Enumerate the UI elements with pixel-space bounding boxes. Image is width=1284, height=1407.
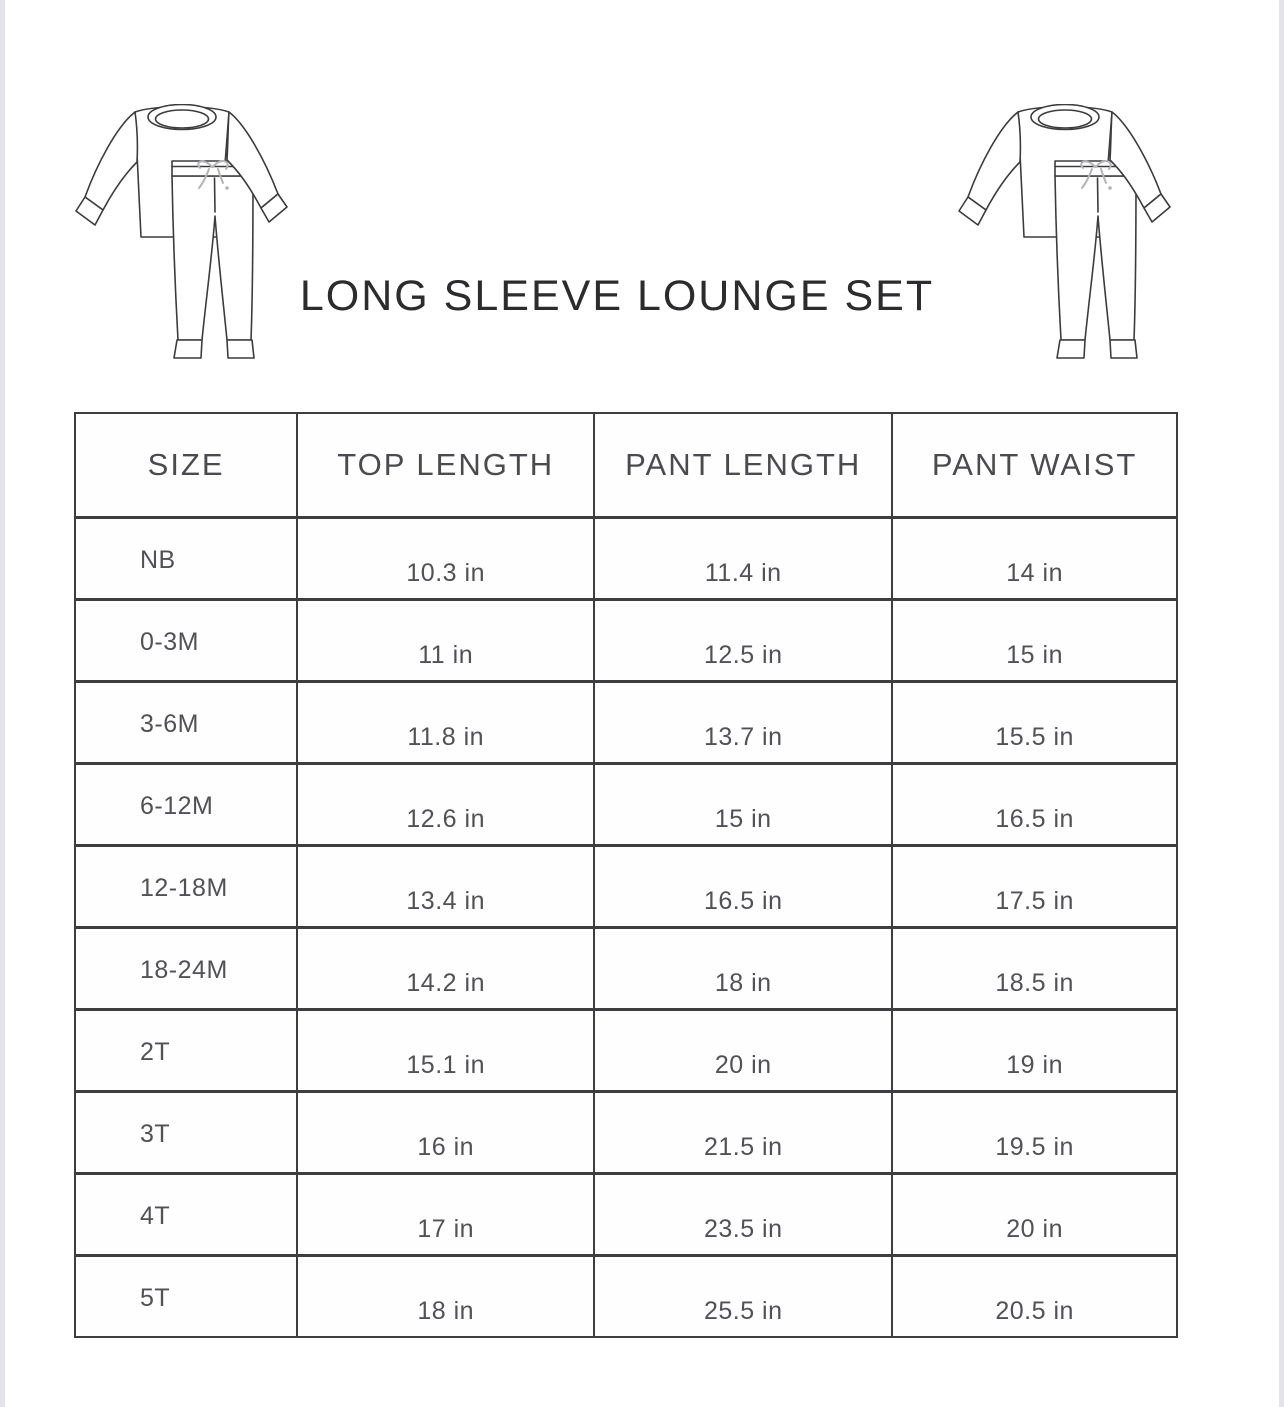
- size-cell: 0-3M: [76, 601, 298, 680]
- table-row: [76, 1254, 1176, 1336]
- pant-length-cell: 16.5 in: [595, 847, 893, 926]
- pajama-set-icon: [75, 104, 289, 362]
- pant-length-cell: 12.5 in: [595, 601, 893, 680]
- pant-length-cell: 21.5 in: [595, 1093, 893, 1172]
- size-cell: 3-6M: [76, 683, 298, 762]
- size-cell: 18-24M: [76, 929, 298, 1008]
- size-cell: 3T: [76, 1093, 298, 1172]
- top-length-cell: 14.2 in: [298, 929, 595, 1008]
- top-length-cell: 18 in: [298, 1257, 595, 1336]
- table-row: [76, 926, 1176, 1008]
- pant-length-cell: 15 in: [595, 765, 893, 844]
- pant-length-cell: 13.7 in: [595, 683, 893, 762]
- pajama-set-icon: [958, 104, 1172, 362]
- pant-waist-cell: 19.5 in: [995, 1133, 1074, 1161]
- table-row: [76, 844, 1176, 926]
- size-cell: NB: [76, 519, 298, 598]
- top-length-cell: 16 in: [298, 1093, 595, 1172]
- table-header-row: [76, 414, 1176, 516]
- table-row: [76, 1008, 1176, 1090]
- top-length-cell: 17 in: [298, 1175, 595, 1254]
- pant-waist-cell: 14 in: [1006, 559, 1063, 587]
- page-title: LONG SLEEVE LOUNGE SET: [299, 272, 935, 320]
- size-cell: 4T: [76, 1175, 298, 1254]
- pant-waist-cell: 17.5 in: [995, 887, 1074, 915]
- column-header-pant-length: PANT LENGTH: [595, 414, 893, 516]
- table-row: [76, 598, 1176, 680]
- pant-length-cell: 25.5 in: [595, 1257, 893, 1336]
- pant-waist-cell: 18.5 in: [995, 969, 1074, 997]
- pant-length-cell: 23.5 in: [595, 1175, 893, 1254]
- top-length-cell: 10.3 in: [298, 519, 595, 598]
- pant-waist-cell: 15 in: [1006, 641, 1063, 669]
- pajama-set-illustration-left: [75, 104, 289, 362]
- table-row: [76, 1090, 1176, 1172]
- table-row: [76, 1172, 1176, 1254]
- pant-length-cell: 11.4 in: [595, 519, 893, 598]
- pajama-set-illustration-right: [958, 104, 1172, 362]
- pant-waist-cell: 20.5 in: [995, 1297, 1074, 1325]
- page-edge-strip-left: [0, 0, 5, 1407]
- table-body: [76, 516, 1176, 1336]
- page-edge-strip-right: [1279, 0, 1284, 1407]
- pant-waist-cell: 16.5 in: [995, 805, 1074, 833]
- table-row: [76, 762, 1176, 844]
- size-cell: 12-18M: [76, 847, 298, 926]
- top-length-cell: 11 in: [298, 601, 595, 680]
- top-length-cell: 12.6 in: [298, 765, 595, 844]
- column-header-size: SIZE: [76, 414, 298, 516]
- size-cell: 5T: [76, 1257, 298, 1336]
- column-header-pant-waist: PANT WAIST: [931, 447, 1138, 482]
- column-header-top-length: TOP LENGTH: [298, 414, 595, 516]
- table-row: [76, 680, 1176, 762]
- pant-length-cell: 20 in: [595, 1011, 893, 1090]
- size-chart-table: [74, 412, 1178, 1338]
- pant-waist-cell: 15.5 in: [995, 723, 1074, 751]
- pant-waist-cell: 19 in: [1006, 1051, 1063, 1079]
- size-cell: 2T: [76, 1011, 298, 1090]
- top-length-cell: 11.8 in: [298, 683, 595, 762]
- pant-length-cell: 18 in: [595, 929, 893, 1008]
- pant-waist-cell: 20 in: [1006, 1215, 1063, 1243]
- table-row: [76, 516, 1176, 598]
- top-length-cell: 13.4 in: [298, 847, 595, 926]
- size-cell: 6-12M: [76, 765, 298, 844]
- top-length-cell: 15.1 in: [298, 1011, 595, 1090]
